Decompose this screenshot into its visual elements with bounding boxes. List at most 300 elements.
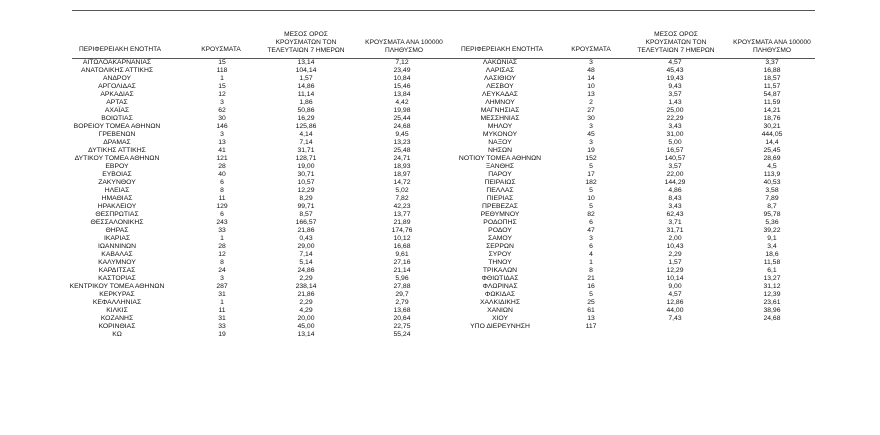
left-avg7-cell: 45,00 [297,323,315,330]
right-avg7-cell: 1,43 [668,99,682,106]
right-cases-cell: 8 [589,267,593,274]
left-region-cell: ΚΕΦΑΛΛΗΝΙΑΣ [92,299,142,306]
left-avg7-cell: 11,14 [297,91,315,98]
left-cases-cell: 3 [220,99,224,106]
left-cases-cell: 8 [220,187,224,194]
left-region-cell: ΑΡΤΑΣ [106,99,128,106]
left-avg7-cell: 8,57 [299,211,313,218]
right-cases-cell: 13 [587,91,595,98]
right-cases-cell: 152 [585,155,597,162]
left-cases-cell: 12 [218,251,226,258]
right-region-cell: ΛΕΣΒΟΥ [486,83,514,90]
left-header-cases: ΚΡΟΥΣΜΑΤΑ [201,46,241,53]
left-per100k-cell: 13,68 [393,307,411,314]
right-per100k-cell: 444,05 [761,131,783,138]
right-table-row [0,107,880,115]
left-avg7-cell: 24,86 [297,267,315,274]
right-table-row [0,59,880,67]
left-avg7-cell: 0,43 [299,235,313,242]
left-cases-cell: 6 [220,179,224,186]
right-per100k-cell: 23,61 [763,299,781,306]
right-cases-cell: 3 [589,123,593,130]
right-region-cell: ΠΕΛΛΑΣ [486,187,514,194]
right-region-cell: ΠΙΕΡΙΑΣ [486,195,514,202]
right-header-avg7-line2: ΚΡΟΥΣΜΑΤΩΝ ΤΟΝ [645,38,707,46]
left-avg7-cell: 125,86 [295,123,317,130]
right-region-cell: ΜΥΚΟΝΟΥ [482,131,518,138]
left-header-per100k-line1: ΚΡΟΥΣΜΑΤΑ ΑΝΑ 100000 [365,39,443,46]
left-avg7-cell: 166,57 [295,219,317,226]
right-avg7-cell: 12,86 [666,299,684,306]
right-cases-cell: 25 [587,299,595,306]
right-avg7-cell: 10,43 [666,243,684,250]
left-avg7-cell: 21,86 [297,291,315,298]
left-per100k-cell: 5,96 [395,275,409,282]
right-header-avg7-line1: ΜΕΣΟΣ ΟΡΟΣ [654,31,698,38]
right-avg7-cell: 3,57 [668,91,682,98]
left-region-cell: ΘΗΡΑΣ [105,227,129,234]
right-region-cell: ΣΕΡΡΩΝ [486,243,514,250]
left-per100k-cell: 15,46 [393,83,411,90]
left-cases-cell: 19 [218,331,226,338]
right-cases-cell: 182 [585,179,597,186]
left-avg7-cell: 4,14 [299,131,313,138]
right-per100k-cell: 8,7 [767,203,777,210]
right-region-cell: ΛΑΚΩΝΙΑΣ [482,59,518,66]
left-avg7-cell: 4,29 [299,307,313,314]
left-region-cell: ΗΜΑΘΙΑΣ [101,195,133,202]
left-region-cell: ΔΥΤΙΚΗΣ ΑΤΤΙΚΗΣ [88,147,146,154]
right-per100k-cell: 39,22 [763,227,781,234]
right-table-row [0,275,880,283]
right-table-row [0,75,880,83]
right-table-body [0,59,880,331]
left-per100k-cell: 5,02 [395,187,409,194]
right-table-row [0,307,880,315]
left-per100k-cell: 18,93 [393,163,411,170]
right-avg7-cell: 3,43 [668,123,682,130]
left-cases-cell: 129 [216,203,228,210]
right-cases-cell: 19 [587,147,595,154]
right-per100k-cell: 11,58 [763,259,781,266]
left-cases-cell: 31 [218,291,226,298]
right-avg7-cell: 4,57 [668,291,682,298]
left-region-cell: ΖΑΚΥΝΘΟΥ [98,179,136,186]
left-cases-cell: 28 [218,163,226,170]
right-avg7-cell: 8,43 [668,195,682,202]
left-avg7-cell: 12,29 [297,187,315,194]
right-cases-cell: 2 [589,99,593,106]
right-per100k-cell: 30,21 [763,123,781,130]
right-cases-cell: 6 [589,243,593,250]
right-region-cell: ΝΑΞΟΥ [488,139,512,146]
right-region-cell: ΝΟΤΙΟΥ ΤΟΜΕΑ ΑΘΗΝΩΝ [458,155,542,162]
left-region-cell: ΚΑΡΔΙΤΣΑΣ [98,267,136,274]
right-avg7-cell: 3,57 [668,163,682,170]
left-avg7-cell: 21,86 [297,227,315,234]
left-region-cell: ΑΝΔΡΟΥ [102,75,132,82]
left-region-cell: ΚΑΒΑΛΑΣ [101,251,133,258]
left-region-cell: ΚΟΡΙΝΘΙΑΣ [98,323,136,330]
right-per100k-cell: 14,21 [763,107,781,114]
right-avg7-cell: 45,43 [666,67,684,74]
left-per100k-cell: 9,61 [395,251,409,258]
right-cases-cell: 45 [587,131,595,138]
left-header-avg7 [258,31,354,54]
right-table-row [0,235,880,243]
right-per100k-cell: 12,39 [763,291,781,298]
right-cases-cell: 117 [585,323,597,330]
left-avg7-cell: 19,00 [297,163,315,170]
left-per100k-cell: 20,64 [393,315,411,322]
right-region-cell: ΧΑΛΚΙΔΙΚΗΣ [479,299,521,306]
right-region-cell: ΠΑΡΟΥ [488,171,512,178]
left-cases-cell: 8 [220,259,224,266]
right-table-row [0,283,880,291]
left-per100k-cell: 9,45 [395,131,409,138]
right-per100k-cell: 18,76 [763,115,781,122]
right-cases-cell: 5 [589,203,593,210]
right-avg7-cell: 4,86 [668,187,682,194]
right-cases-cell: 48 [587,67,595,74]
left-per100k-cell: 27,88 [393,283,411,290]
right-cases-cell: 30 [587,115,595,122]
right-table-row [0,83,880,91]
left-avg7-cell: 5,14 [299,259,313,266]
right-per100k-cell: 11,59 [763,99,781,106]
left-region-cell: ΒΟΡΕΙΟΥ ΤΟΜΕΑ ΑΘΗΝΩΝ [73,123,161,130]
left-cases-cell: 118 [216,67,228,74]
left-cases-cell: 30 [218,115,226,122]
left-cases-cell: 146 [216,123,228,130]
right-region-cell: ΜΗΛΟΥ [487,123,513,130]
left-cases-cell: 12 [218,91,226,98]
right-cases-cell: 6 [589,219,593,226]
right-table-row [0,259,880,267]
left-per100k-cell: 14,72 [393,179,411,186]
left-avg7-cell: 7,14 [299,139,313,146]
right-table-row [0,315,880,323]
left-avg7-cell: 99,71 [297,203,315,210]
left-cases-cell: 33 [218,323,226,330]
left-per100k-cell: 22,75 [393,323,411,330]
right-region-cell: ΠΡΕΒΕΖΑΣ [482,203,518,210]
left-per100k-cell: 23,49 [393,67,411,74]
right-avg7-cell: 3,71 [668,219,682,226]
right-avg7-cell: 44,00 [666,307,684,314]
left-cases-cell: 24 [218,267,226,274]
right-per100k-cell: 6,1 [767,267,777,274]
right-avg7-cell: 12,29 [666,267,684,274]
right-cases-cell: 10 [587,83,595,90]
right-avg7-cell: 31,00 [666,131,684,138]
right-cases-cell: 5 [589,187,593,194]
left-header-per100k-line2: ΠΛΗΘΥΣΜΟ [385,46,423,54]
left-per100k-cell: 13,84 [393,91,411,98]
right-cases-cell: 61 [587,307,595,314]
right-region-cell: ΡΕΘΥΜΝΟΥ [480,211,520,218]
left-per100k-cell: 10,84 [393,75,411,82]
left-cases-cell: 11 [218,307,226,314]
right-region-cell: ΛΑΡΙΣΑΣ [485,67,515,74]
right-table-row [0,323,880,331]
right-per100k-cell: 28,69 [763,155,781,162]
right-avg7-cell: 144,29 [664,179,686,186]
right-per100k-cell: 7,89 [765,195,779,202]
right-cases-cell: 3 [589,139,593,146]
right-table-row [0,299,880,307]
right-per100k-cell: 24,68 [763,315,781,322]
left-per100k-cell: 25,44 [393,115,411,122]
right-table-row [0,171,880,179]
right-per100k-cell: 40,53 [763,179,781,186]
right-avg7-cell: 5,00 [668,139,682,146]
left-region-cell: ΑΙΤΩΛΟΑΚΑΡΝΑΝΙΑΣ [82,59,152,66]
left-region-cell: ΑΧΑΪΑΣ [104,107,130,114]
right-region-cell: ΤΡΙΚΑΛΩΝ [482,267,518,274]
left-region-cell: ΗΡΑΚΛΕΙΟΥ [97,203,137,210]
right-per100k-cell: 5,36 [765,219,779,226]
right-per100k-cell: 13,27 [763,275,781,282]
left-avg7-cell: 104,14 [295,67,317,74]
right-per100k-cell: 113,9 [763,171,781,178]
right-avg7-cell: 7,43 [668,315,682,322]
right-per100k-cell: 18,57 [763,75,781,82]
left-cases-cell: 41 [218,147,226,154]
right-region-cell: ΡΟΔΟΠΗΣ [483,219,517,226]
right-avg7-cell: 9,00 [668,283,682,290]
right-cases-cell: 13 [587,315,595,322]
right-region-cell: ΧΙΟΥ [491,315,509,322]
left-region-cell: ΚΟΖΑΝΗΣ [100,315,134,322]
right-avg7-cell: 9,43 [668,83,682,90]
left-per100k-cell: 42,23 [393,203,411,210]
right-header-avg7-line3: ΤΕΛΕΥΤΑΙΩΝ 7 ΗΜΕΡΩΝ [637,46,715,54]
left-region-cell: ΕΥΒΟΙΑΣ [102,171,132,178]
right-region-cell: ΣΑΜΟΥ [488,235,512,242]
right-table-row [0,187,880,195]
right-region-cell: ΛΑΣΙΘΙΟΥ [484,75,516,82]
left-cases-cell: 62 [218,107,226,114]
left-avg7-cell: 2,29 [299,275,313,282]
right-table-row [0,251,880,259]
left-per100k-cell: 29,7 [395,291,409,298]
left-avg7-cell: 29,00 [297,243,315,250]
left-avg7-cell: 20,00 [297,315,315,322]
left-avg7-cell: 1,86 [299,99,313,106]
left-table-row [0,331,440,339]
left-avg7-cell: 13,14 [297,59,315,66]
right-table-row [0,195,880,203]
left-region-cell: ΚΙΛΚΙΣ [106,307,128,314]
left-region-cell: ΕΒΡΟΥ [105,163,129,170]
left-region-cell: ΔΥΤΙΚΟΥ ΤΟΜΕΑ ΑΘΗΝΩΝ [74,155,160,162]
left-avg7-cell: 128,71 [295,155,317,162]
left-per100k-cell: 13,77 [393,211,411,218]
right-table-row [0,219,880,227]
right-per100k-cell: 4,5 [767,163,777,170]
right-cases-cell: 17 [587,171,595,178]
right-table-row [0,155,880,163]
right-cases-cell: 10 [587,195,595,202]
left-per100k-cell: 27,16 [393,259,411,266]
left-avg7-cell: 16,29 [297,115,315,122]
right-avg7-cell: 140,57 [664,155,686,162]
right-per100k-cell: 3,4 [767,243,777,250]
left-avg7-cell: 31,71 [297,147,315,154]
right-avg7-cell: 4,57 [668,59,682,66]
left-region-cell: ΗΛΕΙΑΣ [104,187,130,194]
left-cases-cell: 33 [218,227,226,234]
left-per100k-cell: 21,14 [393,267,411,274]
right-region-cell: ΣΥΡΟΥ [488,251,512,258]
left-avg7-cell: 7,14 [299,251,313,258]
right-region-cell: ΦΩΚΙΔΑΣ [484,291,516,298]
right-per100k-cell: 16,88 [763,67,781,74]
left-avg7-cell: 10,57 [297,179,315,186]
left-per100k-cell: 7,12 [395,59,409,66]
right-table-row [0,123,880,131]
right-avg7-cell: 22,29 [666,115,684,122]
right-avg7-cell: 1,57 [668,259,682,266]
right-per100k-cell: 9,1 [767,235,777,242]
right-region-cell: ΜΕΣΣΗΝΙΑΣ [480,115,520,122]
right-cases-cell: 4 [589,251,593,258]
left-per100k-cell: 24,71 [393,155,411,162]
right-cases-cell: 5 [589,291,593,298]
left-cases-cell: 1 [220,75,224,82]
left-avg7-cell: 30,71 [297,171,315,178]
right-per100k-cell: 95,78 [763,211,781,218]
left-cases-cell: 3 [220,131,224,138]
right-region-cell: ΛΕΥΚΑΔΑΣ [482,91,518,98]
right-table-row [0,243,880,251]
top-rule [72,10,815,11]
right-per100k-cell: 38,96 [763,307,781,314]
right-region-cell: ΞΑΝΘΗΣ [485,163,515,170]
left-cases-cell: 11 [218,195,226,202]
left-region-cell: ΚΕΝΤΡΙΚΟΥ ΤΟΜΕΑ ΑΘΗΝΩΝ [69,283,165,290]
left-avg7-cell: 8,29 [299,195,313,202]
right-cases-cell: 1 [589,259,593,266]
left-cases-cell: 287 [216,283,228,290]
right-table-row [0,163,880,171]
left-region-cell: ΑΡΓΟΛΙΔΑΣ [98,83,136,90]
right-cases-cell: 47 [587,227,595,234]
right-table-row [0,115,880,123]
left-cases-cell: 1 [220,299,224,306]
right-cases-cell: 3 [589,59,593,66]
right-region-cell: ΦΘΙΩΤΙΔΑΣ [481,275,519,282]
right-avg7-cell: 2,00 [668,235,682,242]
right-region-cell: ΜΑΓΝΗΣΙΑΣ [480,107,520,114]
left-region-cell: ΘΕΣΣΑΛΟΝΙΚΗΣ [90,219,144,226]
right-cases-cell: 14 [587,75,595,82]
right-avg7-cell: 22,00 [666,171,684,178]
left-region-cell: ΔΡΑΜΑΣ [103,139,131,146]
right-table-row [0,179,880,187]
right-table-row [0,147,880,155]
right-header-per100k [718,39,826,55]
right-avg7-cell: 19,43 [666,75,684,82]
right-table-row [0,67,880,75]
left-avg7-cell: 13,14 [297,331,315,338]
left-header-avg7-line3: ΤΕΛΕΥΤΑΙΩΝ 7 ΗΜΕΡΩΝ [267,46,345,54]
left-cases-cell: 40 [218,171,226,178]
right-table-row [0,131,880,139]
left-cases-cell: 15 [218,59,226,66]
right-region-cell: ΝΗΣΩΝ [487,147,512,154]
left-region-cell: ΑΝΑΤΟΛΙΚΗΣ ΑΤΤΙΚΗΣ [80,67,154,74]
left-per100k-cell: 4,42 [395,99,409,106]
left-avg7-cell: 14,86 [297,83,315,90]
right-avg7-cell: 31,71 [666,227,684,234]
left-per100k-cell: 25,48 [393,147,411,154]
right-table-row [0,267,880,275]
left-region-cell: ΑΡΚΑΔΙΑΣ [100,91,134,98]
right-per100k-cell: 31,12 [763,283,781,290]
left-per100k-cell: 10,12 [393,235,411,242]
right-region-cell: ΧΑΝΙΩΝ [487,307,513,314]
right-table-row [0,91,880,99]
right-per100k-cell: 54,87 [763,91,781,98]
right-avg7-cell: 16,57 [666,147,684,154]
left-avg7-cell: 1,57 [299,75,313,82]
right-avg7-cell: 62,43 [666,211,684,218]
right-header-per100k-line1: ΚΡΟΥΣΜΑΤΑ ΑΝΑ 100000 [733,39,811,46]
right-region-cell: ΥΠΟ ΔΙΕΡΕΥΝΗΣΗ [470,323,530,330]
right-avg7-cell: 2,29 [668,251,682,258]
left-per100k-cell: 55,24 [393,331,411,338]
right-region-cell: ΤΗΝΟΥ [488,259,512,266]
left-header-region: ΠΕΡΙΦΕΡΕΙΑΚΗ ΕΝΟΤΗΤΑ [78,46,162,53]
right-region-cell: ΦΛΩΡΙΝΑΣ [482,283,518,290]
left-per100k-cell: 2,79 [395,299,409,306]
left-region-cell: ΒΟΙΩΤΙΑΣ [101,115,133,122]
right-cases-cell: 16 [587,283,595,290]
left-region-cell: ΚΩ [112,331,122,338]
left-cases-cell: 15 [218,83,226,90]
right-region-cell: ΡΟΔΟΥ [488,227,512,234]
left-per100k-cell: 24,68 [393,123,411,130]
left-cases-cell: 31 [218,315,226,322]
left-per100k-cell: 174,76 [391,227,413,234]
left-avg7-cell: 50,86 [297,107,315,114]
right-region-cell: ΛΗΜΝΟΥ [485,99,515,106]
right-region-cell: ΠΕΙΡΑΙΩΣ [484,179,516,186]
left-cases-cell: 28 [218,243,226,250]
left-per100k-cell: 7,82 [395,195,409,202]
right-cases-cell: 27 [587,107,595,114]
right-header-per100k-line2: ΠΛΗΘΥΣΜΟ [753,46,791,54]
right-table-row [0,211,880,219]
right-per100k-cell: 18,6 [765,251,779,258]
right-avg7-cell: 10,14 [666,275,684,282]
left-cases-cell: 6 [220,211,224,218]
left-region-cell: ΚΕΡΚΥΡΑΣ [99,291,135,298]
left-avg7-cell: 238,14 [295,283,317,290]
left-per100k-cell: 19,98 [393,107,411,114]
left-cases-cell: 121 [216,155,228,162]
right-table-row [0,203,880,211]
left-per100k-cell: 16,68 [393,243,411,250]
left-region-cell: ΙΩΑΝΝΙΝΩΝ [97,243,137,250]
left-region-cell: ΙΚΑΡΙΑΣ [103,235,131,242]
left-region-cell: ΚΑΣΤΟΡΙΑΣ [98,275,136,282]
left-region-cell: ΘΕΣΠΡΩΤΙΑΣ [95,211,139,218]
left-cases-cell: 13 [218,139,226,146]
left-header-avg7-line1: ΜΕΣΟΣ ΟΡΟΣ [284,31,328,38]
